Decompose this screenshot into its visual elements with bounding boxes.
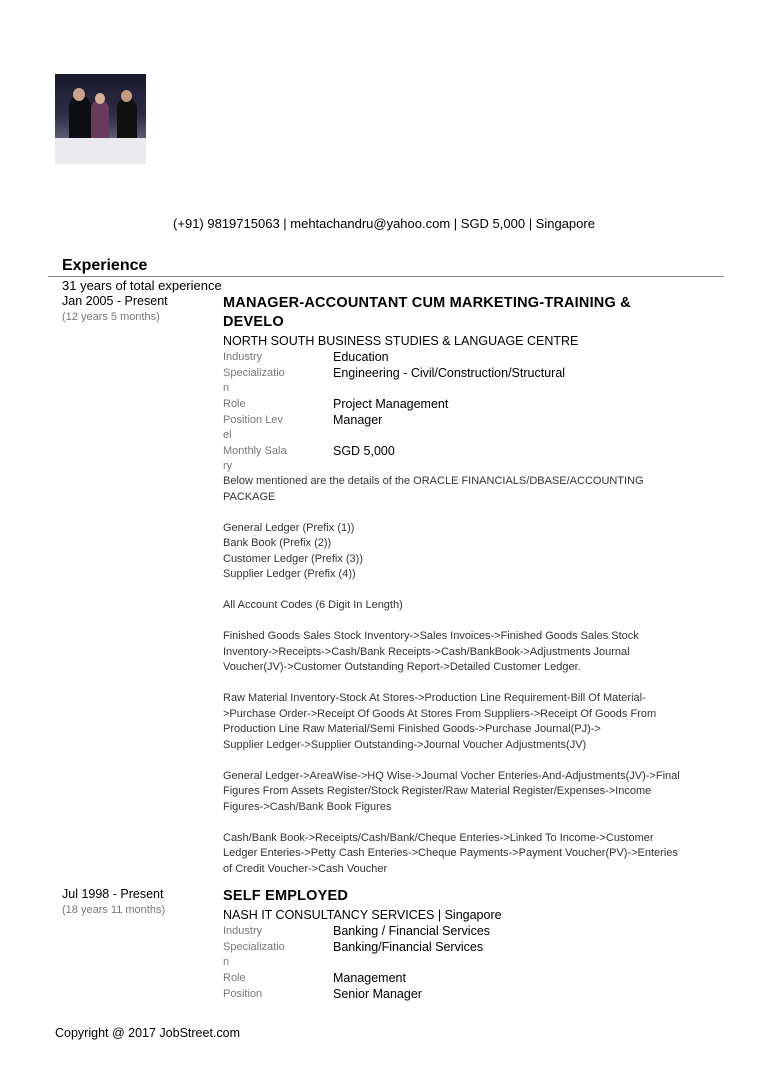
job-description: Below mentioned are the details of the ORACLE FINANCIALS/DBASE/ACCOUNTING PACKAGE General Ledger (Prefix (1)) Bank Book (Prefix (2)) Customer Ledger (Prefix (3)) Supplier Ledger (Prefix (4)) All Account Codes (6 Digit In Length) Finished Goods Sales Stock Inventory->Sales Invoices->Finished Goods Sales Stock Inventory->Receipts->Cash/Bank Receipts->Cash/BankBook->Adjustments Journal Voucher(JV)->Customer Outstanding Report->Detailed Customer Ledger. Raw Material Inventory-Stock At Stores->Production Line Requirement-Bill Of Material->Purchase Order->Receipt Of Goods At Stores From Suppliers->Receipt Of Goods From Production Line Raw Material/Semi Finished Goods->Purchase Journal(PJ)-> Supplier Ledger->Supplier Outstanding->Journal Voucher Adjustments(JV) General Ledger->AreaWise->HQ Wise->Journal Vocher Enteries-And-Adjustments(JV)->Final Figures From Assets Register/Stock Register/Raw Material Register/Expenses->Income Figures->Cash/Bank Book Figures Cash/Bank Book->Receipts/Cash/Bank/Cheque Enteries->Linked To Income->Customer Ledger Enteries->Petty Cash Enteries->Cheque Payments->Payment Voucher(PV)->Enteries of Credit Voucher->Cash Voucher xyxy=(223,475,680,875)
job-title: MANAGER-ACCOUNTANT CUM MARKETING-TRAINING & DEVELO xyxy=(223,295,631,330)
profile-photo xyxy=(55,74,146,164)
field-value: Banking/Financial Services xyxy=(333,940,484,954)
field-label: Specialization xyxy=(223,367,285,394)
job-title: SELF EMPLOYED xyxy=(223,888,349,904)
field-label: Role xyxy=(223,398,246,410)
job-date: Jul 1998 - Present xyxy=(62,887,164,901)
field-label: Specialization xyxy=(223,941,285,968)
field-value: Project Management xyxy=(333,397,449,411)
field-value: Banking / Financial Services xyxy=(333,924,491,938)
job-duration: (18 years 11 months) xyxy=(62,904,166,916)
field-label: Monthly Salary xyxy=(223,445,287,472)
field-label: Position xyxy=(223,988,263,1000)
field-value: Management xyxy=(333,971,406,985)
field-value: Manager xyxy=(333,413,383,427)
section-title-experience: Experience xyxy=(62,257,148,274)
footer-copyright: Copyright @ 2017 JobStreet.com xyxy=(55,1026,241,1040)
field-value: Senior Manager xyxy=(333,987,422,1001)
field-role xyxy=(223,970,693,986)
job-date: Jan 2005 - Present xyxy=(62,294,168,308)
job-company: NORTH SOUTH BUSINESS STUDIES & LANGUAGE CENTRE xyxy=(223,334,579,348)
field-position xyxy=(223,986,693,1002)
field-specialization xyxy=(223,365,693,396)
field-label: Position Level xyxy=(223,414,283,441)
field-monthly-salary xyxy=(223,443,693,474)
field-value: SGD 5,000 xyxy=(333,444,395,458)
field-label: Industry xyxy=(223,351,263,363)
job-duration: (12 years 5 months) xyxy=(62,311,160,323)
field-industry xyxy=(223,923,693,939)
field-position-level xyxy=(223,412,693,443)
field-value: Education xyxy=(333,350,389,364)
total-experience: 31 years of total experience xyxy=(62,278,222,293)
job-company: NASH IT CONSULTANCY SERVICES | Singapore xyxy=(223,908,502,922)
field-industry xyxy=(223,349,693,365)
field-role xyxy=(223,396,693,412)
field-specialization xyxy=(223,939,693,970)
field-label: Industry xyxy=(223,925,263,937)
section-divider xyxy=(48,276,724,277)
field-value: Engineering - Civil/Construction/Structural xyxy=(333,366,566,380)
field-label: Role xyxy=(223,972,246,984)
contact-line: (+91) 9819715063 | mehtachandru@yahoo.com | SGD 5,000 | Singapore xyxy=(173,216,595,231)
